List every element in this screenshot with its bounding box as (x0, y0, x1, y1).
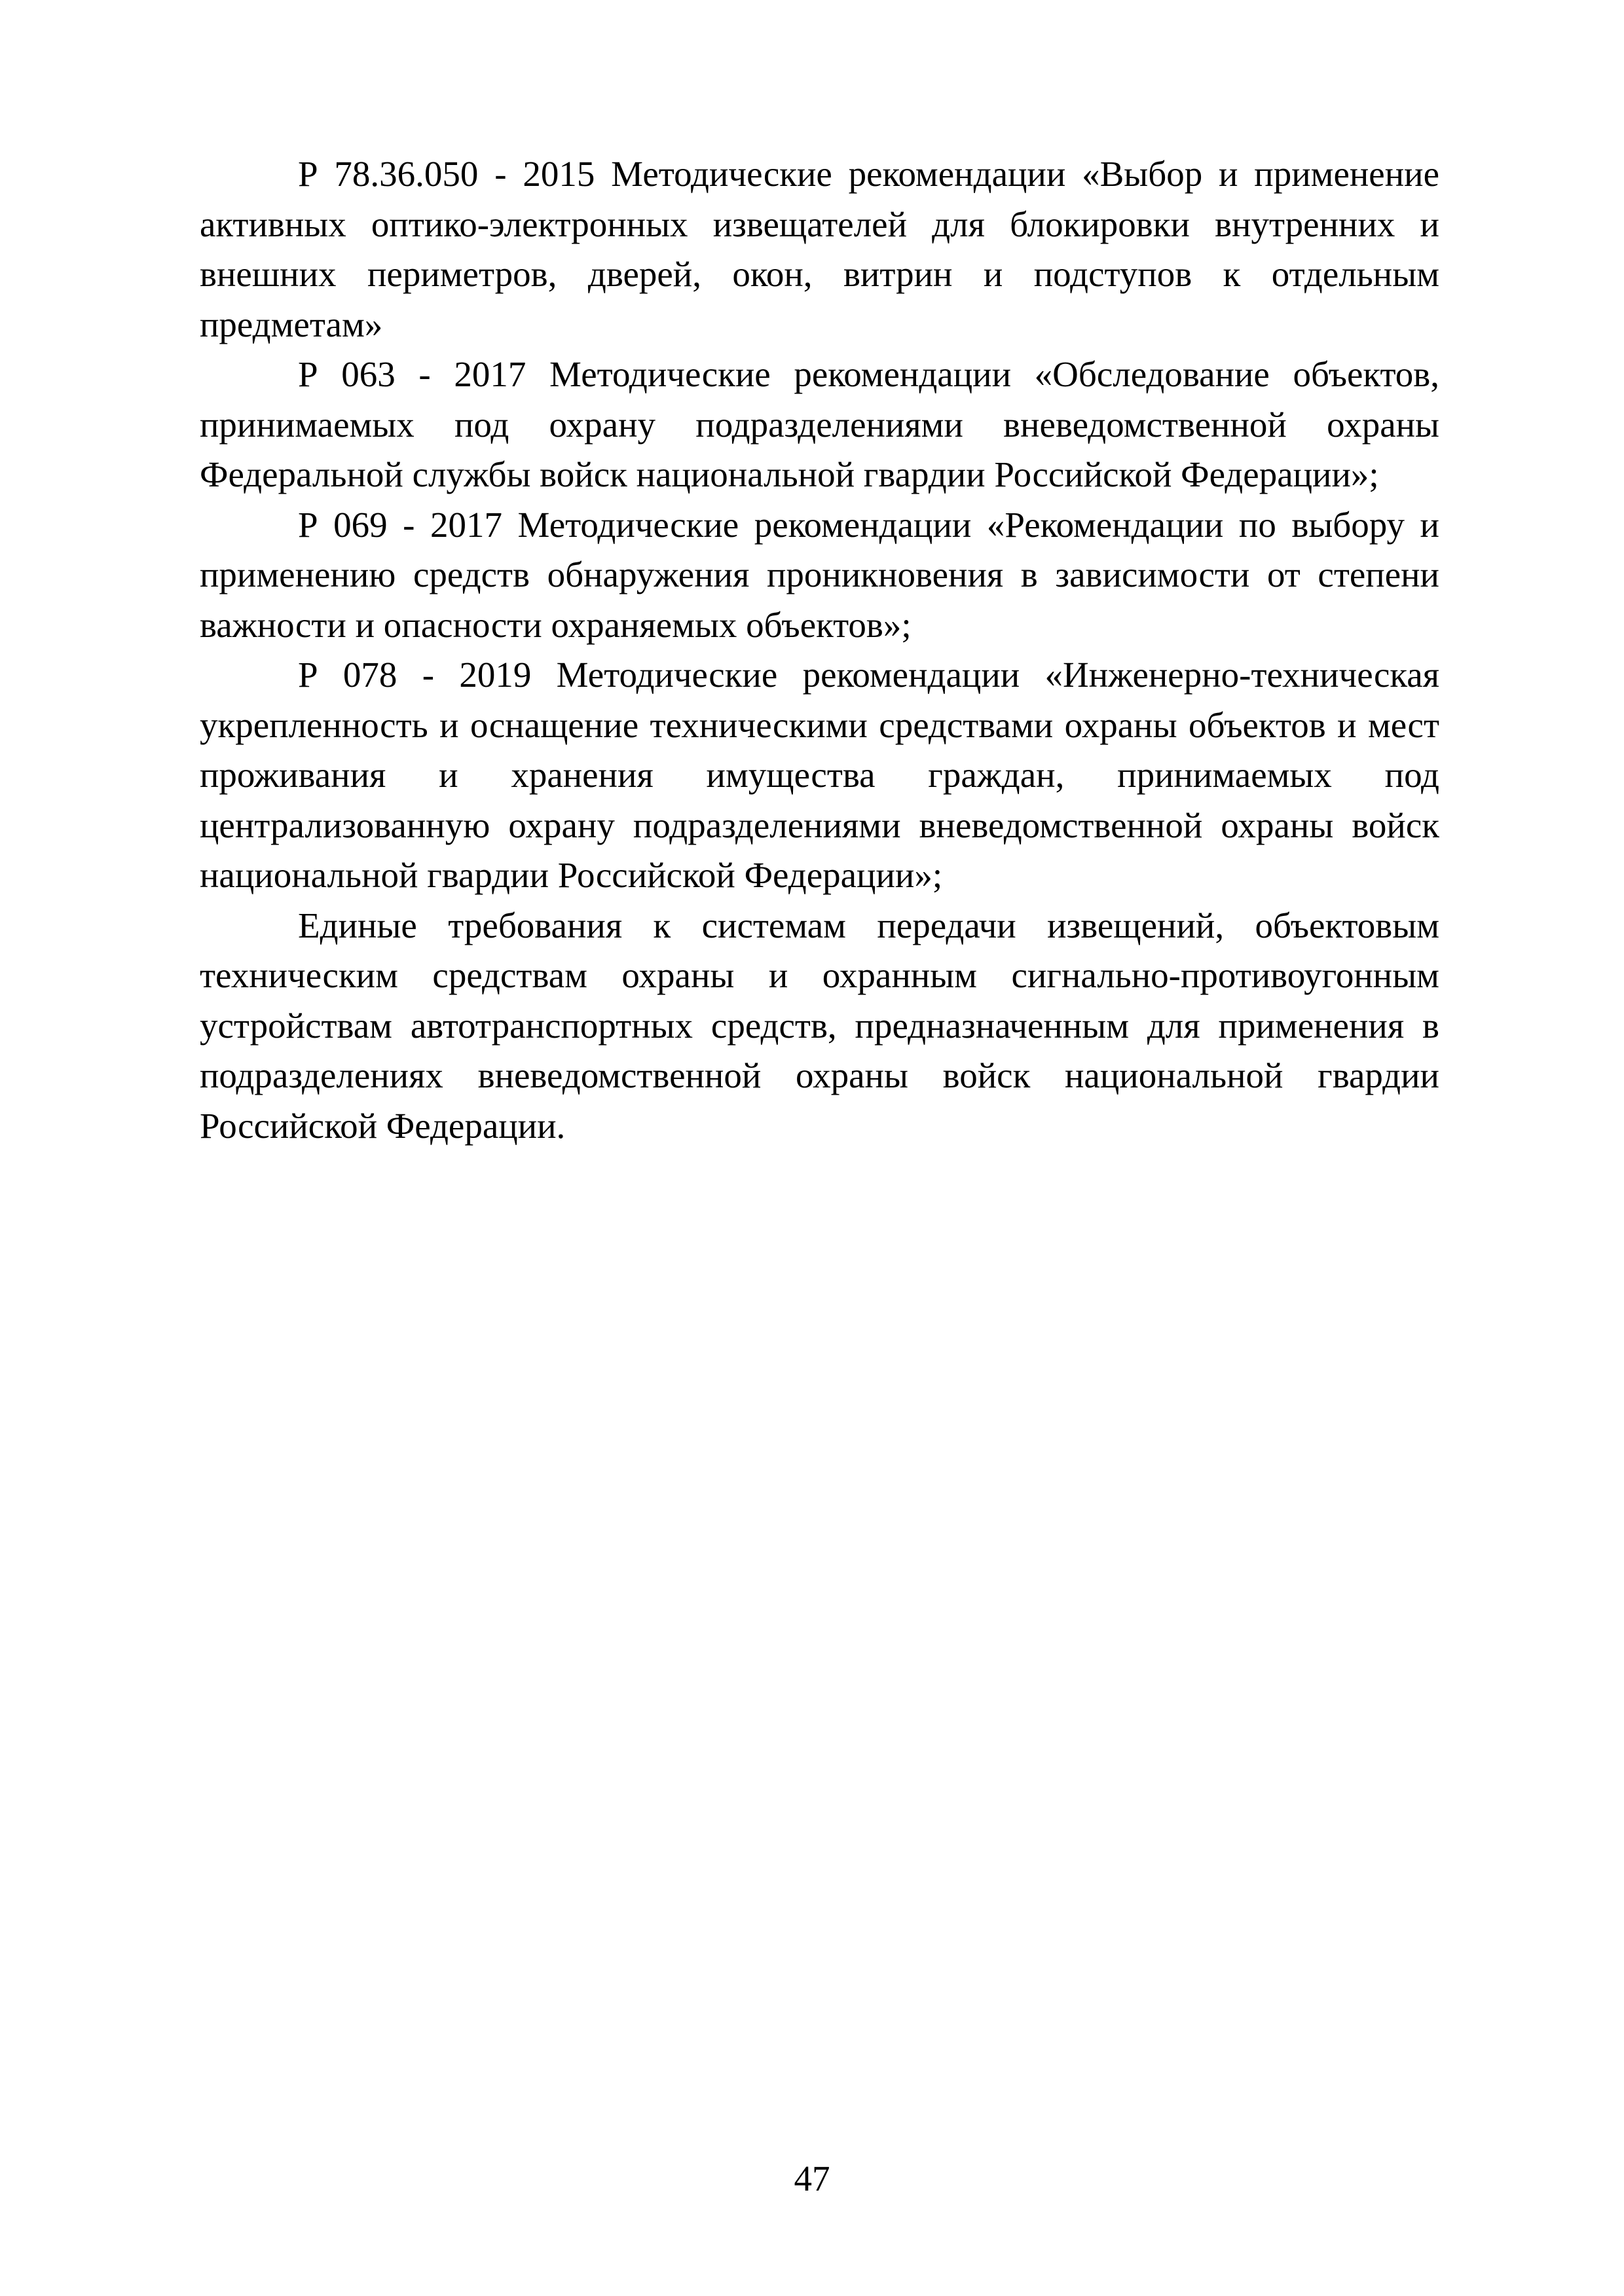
paragraph-r-063-2017: Р 063 - 2017 Методические рекомендации «Обследование объектов, принимаемых под охрану подразделениями вневедомственной охраны Федеральной службы войск национальной гвардии Российской Федерации»; (200, 354, 1439, 494)
paragraph-unified-requirements: Единые требования к системам передачи извещений, объектовым техническим средствам охраны и охранным сигнально-противоугонным устройствам автотранспортных средств, предназначенным для применения в подразделениях вневедомственной охраны войск национальной гвардии Российской Федерации. (200, 905, 1439, 1146)
document-body (200, 149, 1439, 1151)
paragraph-r-069-2017: Р 069 - 2017 Методические рекомендации «Рекомендации по выбору и применению средств обнаружения проникновения в зависимости от степени важности и опасности охраняемых объектов»; (200, 504, 1439, 645)
paragraph-r-078-2019: Р 078 - 2019 Методические рекомендации «Инженерно-техническая укрепленность и оснащение техническими средствами охраны объектов и мест проживания и хранения имущества граждан, принимаемых под централизованную охрану подразделениями вневедомственной охраны войск национальной гвардии Российской Федерации»; (200, 655, 1439, 895)
page-number: 47 (794, 2159, 830, 2198)
paragraph-r-78-36-050-2015: Р 78.36.050 - 2015 Методические рекомендации «Выбор и применение активных оптико-электронных извещателей для блокировки внутренних и внешних периметров, дверей, окон, витрин и подступов к отдельным предметам» (200, 154, 1439, 344)
